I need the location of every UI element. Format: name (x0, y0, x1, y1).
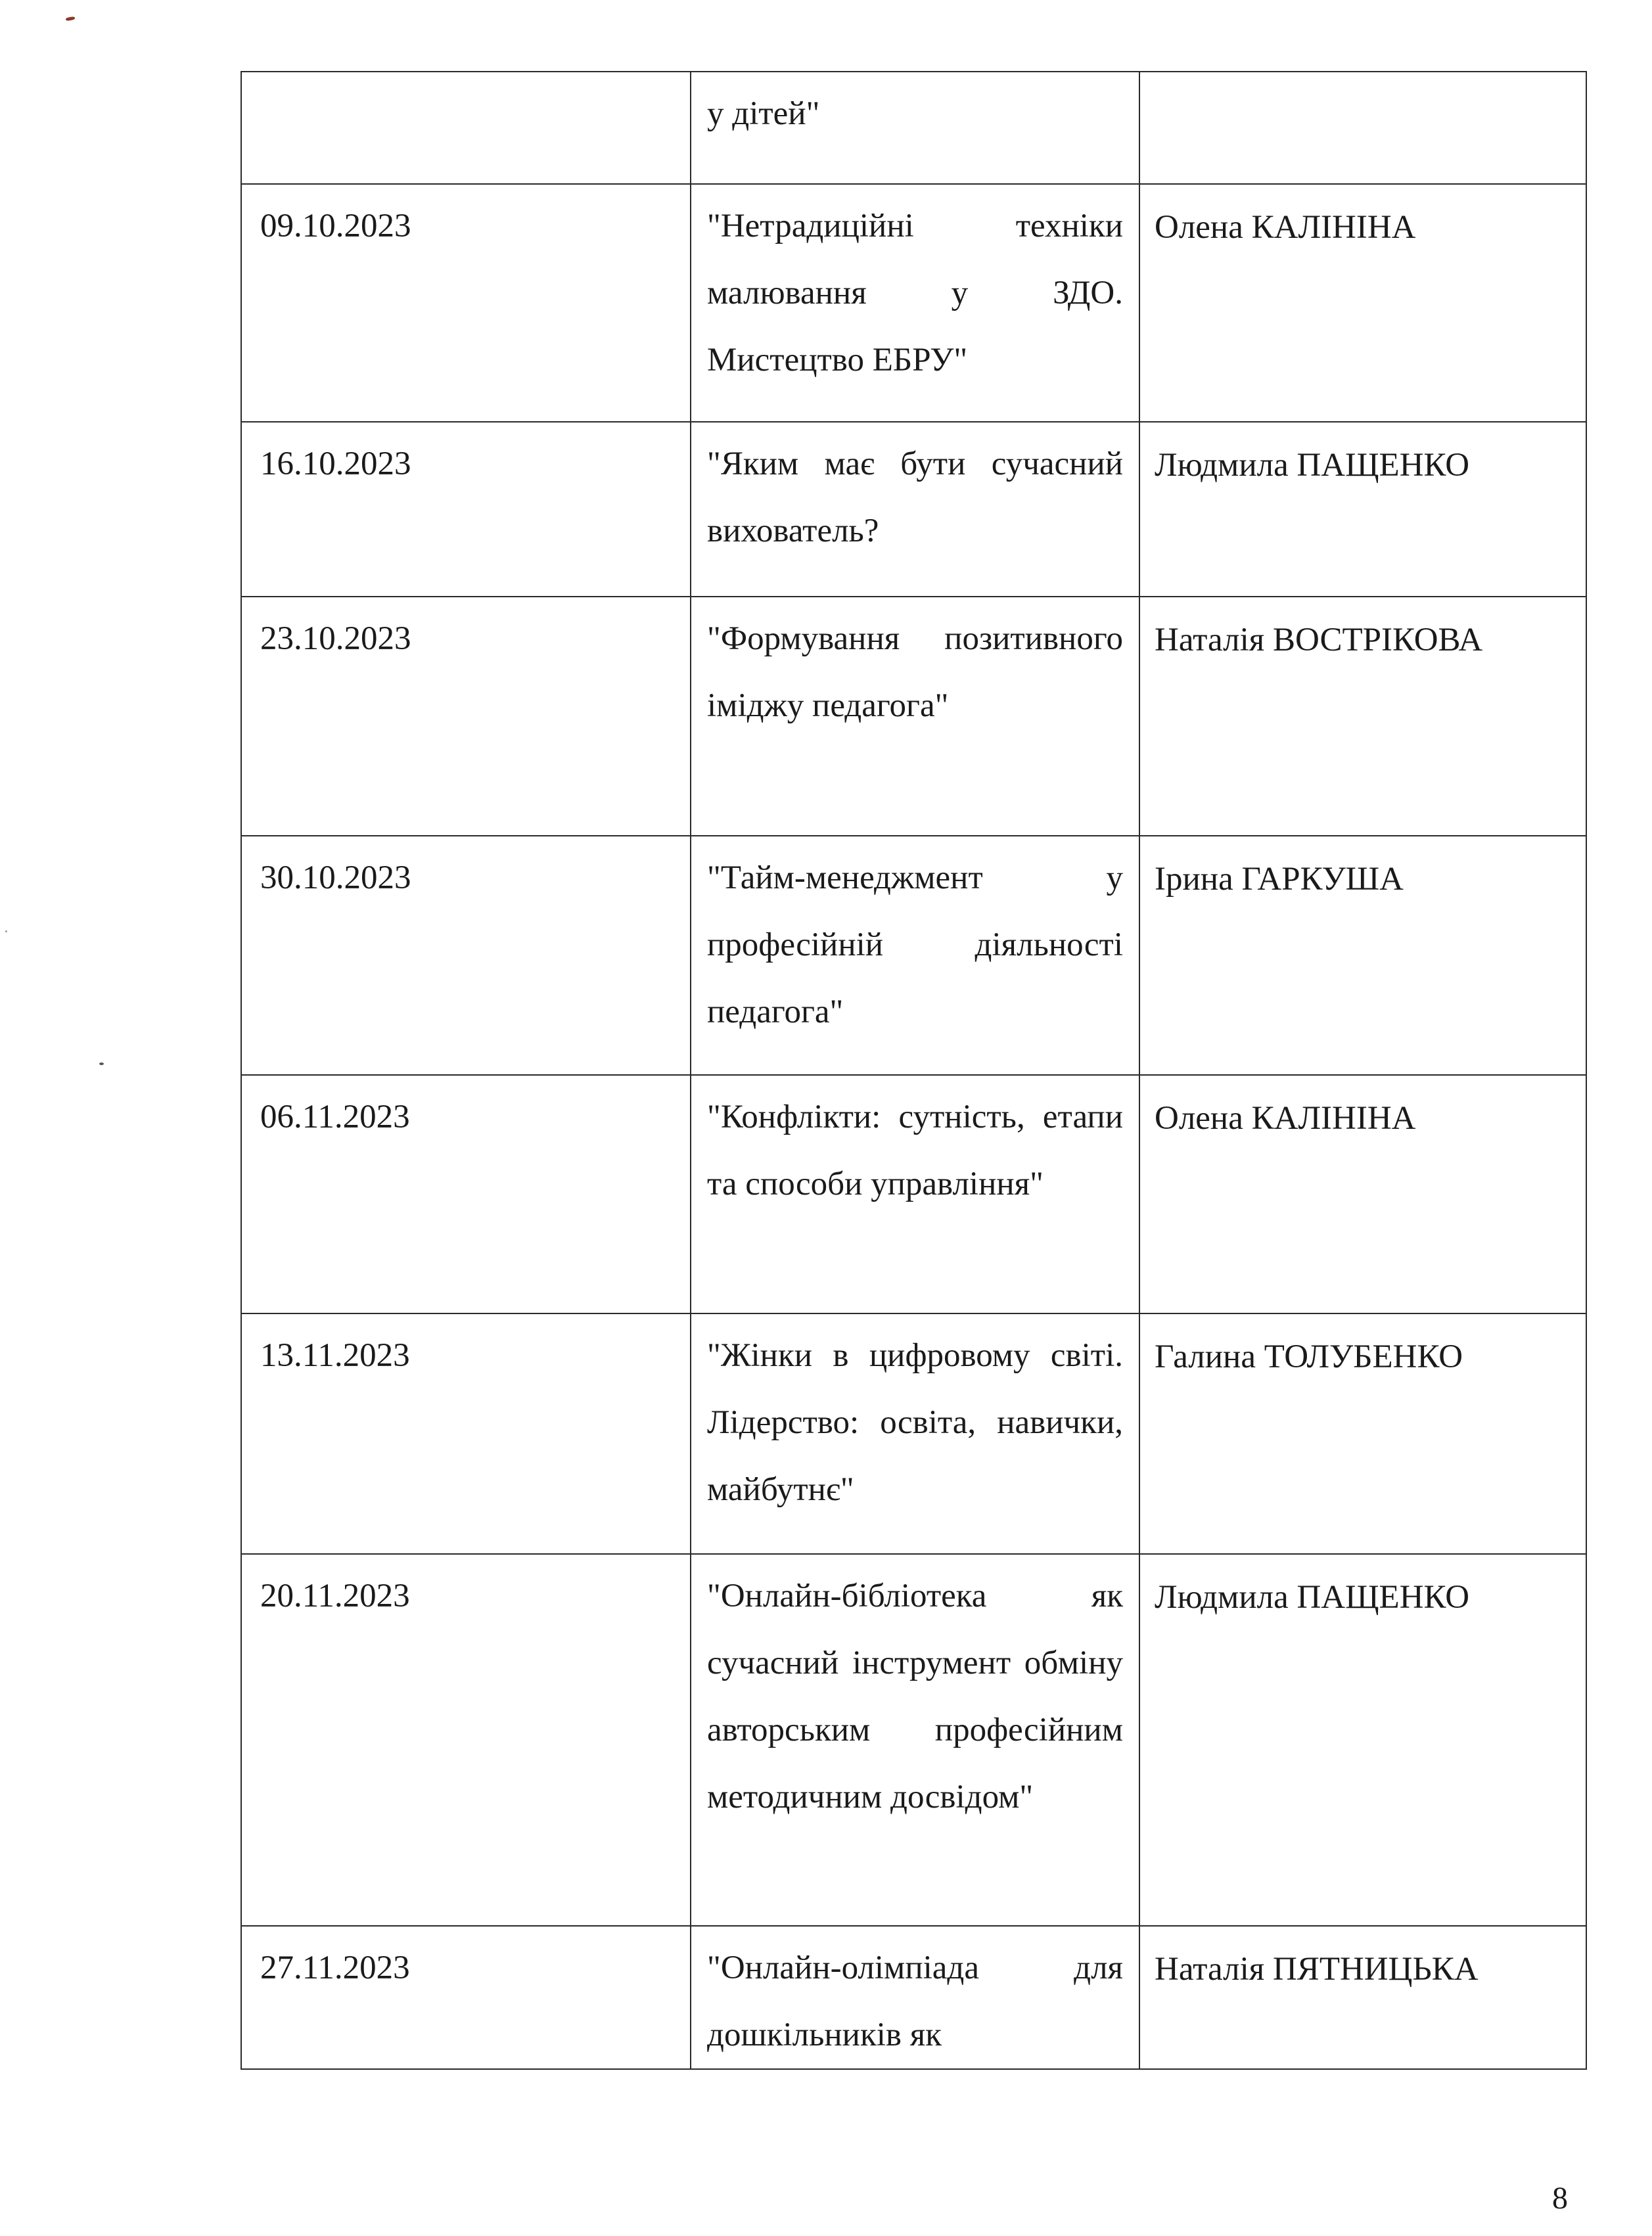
date-cell (241, 72, 691, 184)
person-cell (1139, 1075, 1586, 1313)
date-text: 06.11.2023 (260, 1099, 410, 1135)
person-text: Людмила ПАЩЕНКО (1155, 447, 1470, 484)
date-cell (241, 422, 691, 597)
date-cell (241, 597, 691, 836)
person-text: Галина ТОЛУБЕНКО (1155, 1338, 1463, 1375)
topic-cell (691, 1313, 1139, 1554)
date-text: 13.11.2023 (260, 1337, 410, 1374)
table-row (241, 836, 1586, 1075)
topic-cell (691, 1926, 1139, 2069)
person-cell (1139, 72, 1586, 184)
person-cell (1139, 184, 1586, 422)
date-cell (241, 1313, 691, 1554)
person-text: Людмила ПАЩЕНКО (1155, 1579, 1470, 1616)
date-cell (241, 1075, 691, 1313)
date-cell (241, 1926, 691, 2069)
date-text: 09.10.2023 (260, 208, 411, 244)
person-text: Наталія ПЯТНИЦЬКА (1155, 1951, 1479, 1988)
topic-text: у дітей" (707, 95, 820, 132)
person-cell (1139, 1554, 1586, 1926)
topic-text: "Тайм-менеджмент у професійній діяльності педагога" (707, 859, 1123, 1030)
date-text: 27.11.2023 (260, 1950, 410, 1986)
scan-speck (99, 1062, 104, 1065)
person-cell (1139, 1926, 1586, 2069)
date-text: 23.10.2023 (260, 620, 411, 657)
table-row (241, 1926, 1586, 2069)
date-text: 20.11.2023 (260, 1578, 410, 1614)
topic-text: "Яким має бути сучасний вихователь? (707, 445, 1123, 549)
table-row (241, 1313, 1586, 1554)
topic-text: "Онлайн-олімпіада для дошкільників як (707, 1950, 1123, 2053)
topic-cell (691, 597, 1139, 836)
table-row (241, 184, 1586, 422)
topic-text: "Формування позитивного іміджу педагога" (707, 620, 1123, 724)
topic-cell (691, 72, 1139, 184)
topic-text: "Жінки в цифровому світі. Лідерство: освіта, навички, майбутнє" (707, 1337, 1123, 1508)
person-text (1140, 72, 1586, 81)
topic-cell (691, 836, 1139, 1075)
date-text (242, 72, 690, 80)
person-text: Олена КАЛІНІНА (1155, 1100, 1416, 1137)
scan-mark (66, 16, 76, 21)
person-cell (1139, 836, 1586, 1075)
schedule-table (241, 71, 1587, 2070)
table-row (241, 422, 1586, 597)
person-cell (1139, 1313, 1586, 1554)
person-text: Ірина ГАРКУША (1155, 861, 1404, 898)
table-row (241, 1075, 1586, 1313)
person-text: Олена КАЛІНІНА (1155, 209, 1416, 246)
topic-cell (691, 422, 1139, 597)
date-cell (241, 1554, 691, 1926)
date-text: 30.10.2023 (260, 859, 411, 896)
scan-speck (5, 930, 7, 932)
person-text: Наталія ВОСТРІКОВА (1155, 622, 1483, 658)
topic-text: "Онлайн-бібліотека як сучасний інструмент обміну авторським професійним методичним досвідом" (707, 1578, 1123, 1815)
topic-text: "Нетрадиційні техніки малювання у ЗДО. Мистецтво ЕБРУ" (707, 208, 1123, 378)
person-cell (1139, 597, 1586, 836)
topic-cell (691, 1554, 1139, 1926)
date-cell (241, 836, 691, 1075)
topic-cell (691, 184, 1139, 422)
table-row (241, 597, 1586, 836)
topic-text: "Конфлікти: сутність, етапи та способи управління" (707, 1099, 1123, 1202)
date-text: 16.10.2023 (260, 445, 411, 482)
table-row (241, 72, 1586, 184)
person-cell (1139, 422, 1586, 597)
table-row (241, 1554, 1586, 1926)
topic-cell (691, 1075, 1139, 1313)
date-cell (241, 184, 691, 422)
page-number: 8 (1552, 2181, 1568, 2216)
